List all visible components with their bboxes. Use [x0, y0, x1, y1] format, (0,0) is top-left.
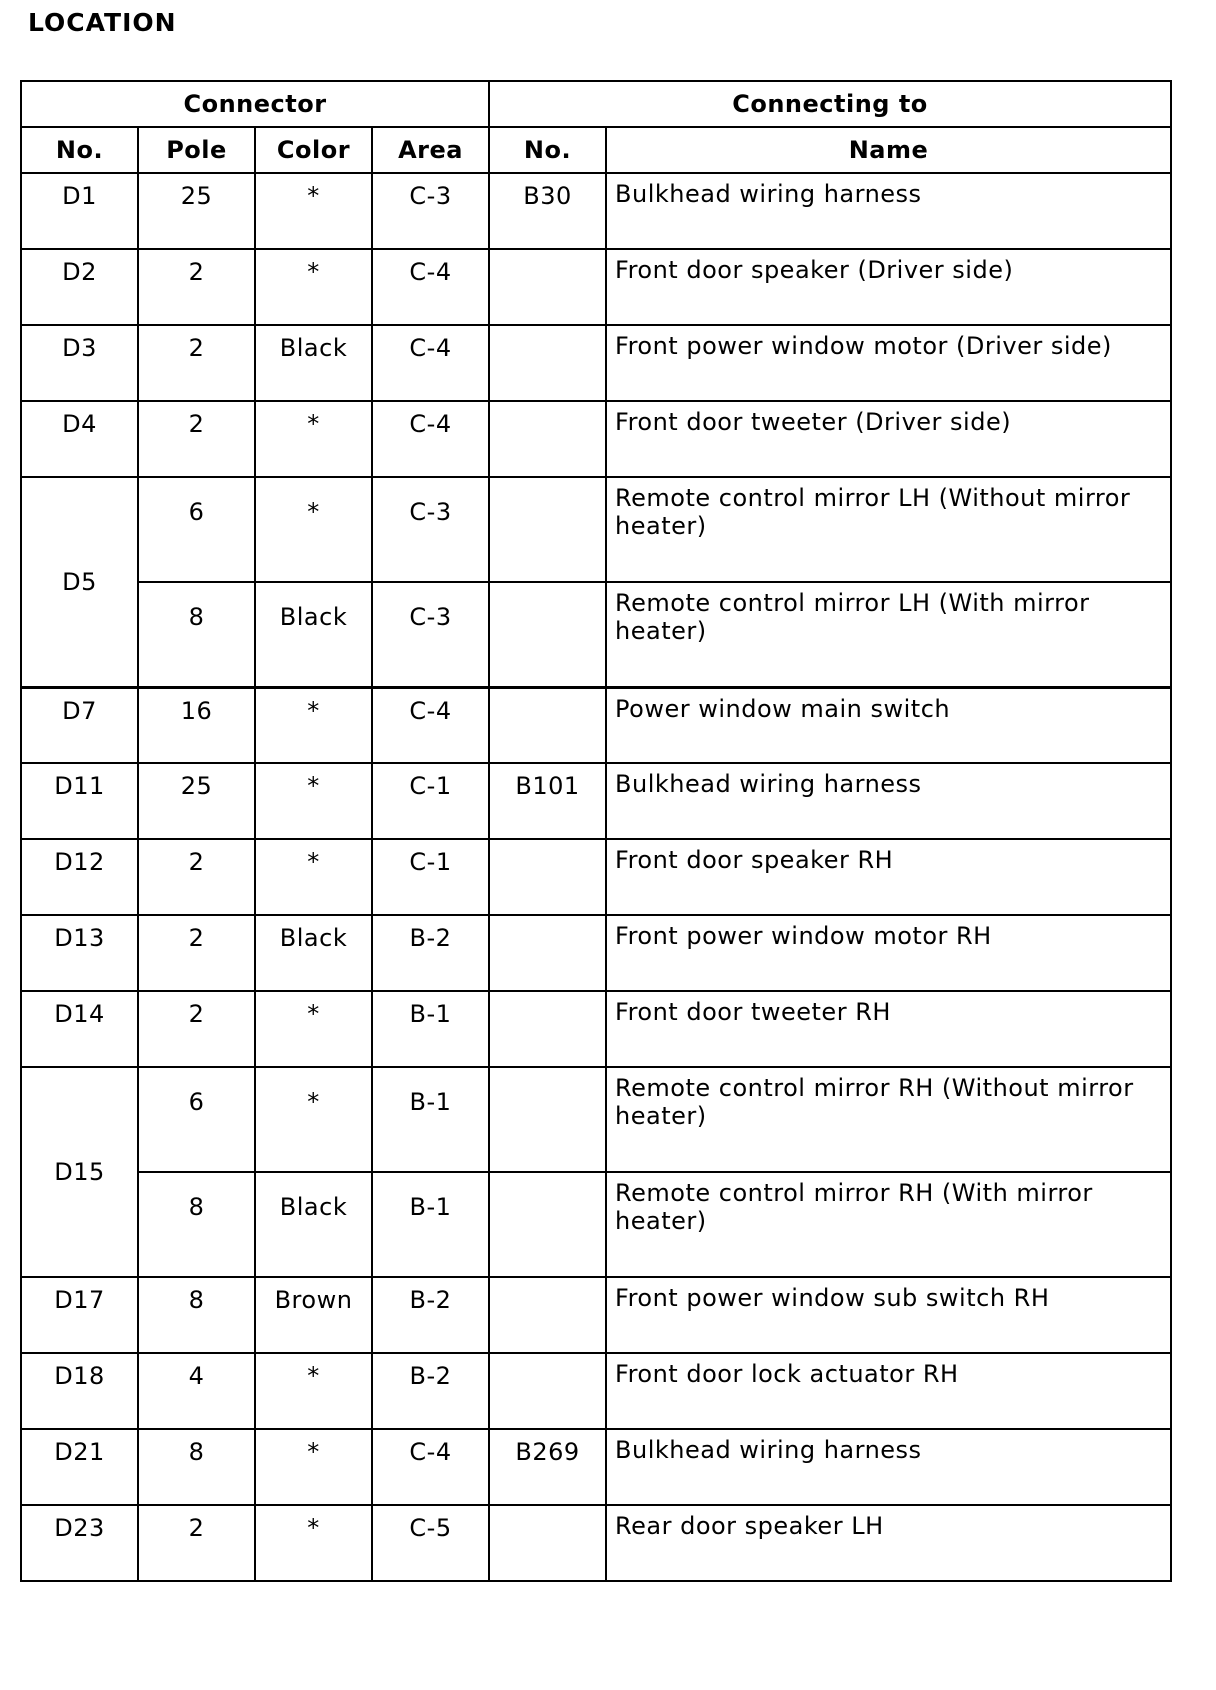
cell-area: C-4: [372, 249, 489, 325]
cell-connecting-no: B269: [489, 1429, 606, 1505]
cell-connecting-no: [489, 687, 606, 763]
cell-color: *: [255, 687, 372, 763]
cell-name: Remote control mirror LH (Without mirror heater): [606, 477, 1171, 582]
cell-name: Power window main switch: [606, 687, 1171, 763]
connecting-to-group-header: Connecting to: [489, 81, 1171, 127]
cell-area: C-4: [372, 325, 489, 401]
cell-area: B-1: [372, 1172, 489, 1277]
cell-pole: 2: [138, 839, 255, 915]
cell-name: Remote control mirror LH (With mirror heater): [606, 582, 1171, 687]
cell-color: *: [255, 991, 372, 1067]
cell-name: Front door lock actuator RH: [606, 1353, 1171, 1429]
cell-pole: 8: [138, 1172, 255, 1277]
cell-color: *: [255, 1429, 372, 1505]
table-row: [21, 991, 1171, 1067]
cell-pole: 2: [138, 325, 255, 401]
cell-connecting-no: B101: [489, 763, 606, 839]
cell-pole: 8: [138, 1277, 255, 1353]
cell-area: C-5: [372, 1505, 489, 1581]
cell-no: D23: [21, 1505, 138, 1581]
cell-color: Black: [255, 1172, 372, 1277]
cell-color: Black: [255, 582, 372, 687]
cell-color: Black: [255, 915, 372, 991]
cell-color: *: [255, 1353, 372, 1429]
cell-color: *: [255, 1067, 372, 1172]
cell-pole: 25: [138, 173, 255, 249]
cell-color: *: [255, 477, 372, 582]
cell-area: B-1: [372, 1067, 489, 1172]
table-row: [21, 915, 1171, 991]
cell-color: *: [255, 173, 372, 249]
cell-name: Front power window motor (Driver side): [606, 325, 1171, 401]
cell-area: C-1: [372, 763, 489, 839]
cell-pole: 2: [138, 1505, 255, 1581]
cell-pole: 16: [138, 687, 255, 763]
cell-area: B-1: [372, 991, 489, 1067]
cell-no: D13: [21, 915, 138, 991]
cell-connecting-no: B30: [489, 173, 606, 249]
cell-connecting-no: [489, 401, 606, 477]
cell-no: D1: [21, 173, 138, 249]
col-header-area: Area: [372, 127, 489, 173]
cell-pole: 8: [138, 582, 255, 687]
cell-area: C-3: [372, 477, 489, 582]
table-row: [21, 249, 1171, 325]
col-header-connecting-no: No.: [489, 127, 606, 173]
cell-color: *: [255, 401, 372, 477]
table-row: [21, 687, 1171, 763]
cell-pole: 2: [138, 991, 255, 1067]
cell-name: Front power window sub switch RH: [606, 1277, 1171, 1353]
cell-name: Bulkhead wiring harness: [606, 763, 1171, 839]
cell-color: Black: [255, 325, 372, 401]
cell-pole: 4: [138, 1353, 255, 1429]
cell-name: Remote control mirror RH (With mirror heater): [606, 1172, 1171, 1277]
cell-pole: 6: [138, 1067, 255, 1172]
cell-name: Rear door speaker LH: [606, 1505, 1171, 1581]
cell-name: Front door speaker RH: [606, 839, 1171, 915]
cell-name: Front power window motor RH: [606, 915, 1171, 991]
cell-area: C-3: [372, 582, 489, 687]
cell-connecting-no: [489, 477, 606, 582]
table-row: [21, 173, 1171, 249]
group-header-row: [21, 81, 1171, 127]
cell-no: D12: [21, 839, 138, 915]
cell-area: C-4: [372, 1429, 489, 1505]
table-row: [21, 839, 1171, 915]
cell-name: Bulkhead wiring harness: [606, 1429, 1171, 1505]
cell-connecting-no: [489, 1067, 606, 1172]
cell-no: D15: [21, 1067, 138, 1277]
cell-no: D18: [21, 1353, 138, 1429]
table-row: [21, 1277, 1171, 1353]
table-row: [21, 325, 1171, 401]
cell-area: C-4: [372, 687, 489, 763]
table-row: [21, 1353, 1171, 1429]
cell-area: B-2: [372, 1353, 489, 1429]
cell-area: B-2: [372, 915, 489, 991]
cell-connecting-no: [489, 839, 606, 915]
table-row: [21, 763, 1171, 839]
cell-no: D5: [21, 477, 138, 687]
cell-no: D21: [21, 1429, 138, 1505]
cell-color: *: [255, 249, 372, 325]
cell-connecting-no: [489, 991, 606, 1067]
table-row: [21, 1172, 1171, 1277]
cell-connecting-no: [489, 582, 606, 687]
connector-group-header: Connector: [21, 81, 489, 127]
col-header-name: Name: [606, 127, 1171, 173]
cell-color: *: [255, 1505, 372, 1581]
table-row: [21, 1429, 1171, 1505]
cell-no: D14: [21, 991, 138, 1067]
cell-area: B-2: [372, 1277, 489, 1353]
cell-name: Front door tweeter (Driver side): [606, 401, 1171, 477]
col-header-pole: Pole: [138, 127, 255, 173]
cell-pole: 6: [138, 477, 255, 582]
cell-no: D4: [21, 401, 138, 477]
cell-connecting-no: [489, 325, 606, 401]
table-row: [21, 401, 1171, 477]
cell-no: D17: [21, 1277, 138, 1353]
table-row: [21, 582, 1171, 687]
table-row: [21, 1505, 1171, 1581]
page-title: LOCATION: [28, 8, 177, 37]
cell-connecting-no: [489, 1353, 606, 1429]
cell-name: Remote control mirror RH (Without mirror heater): [606, 1067, 1171, 1172]
cell-pole: 2: [138, 249, 255, 325]
cell-connecting-no: [489, 1277, 606, 1353]
connector-table: [20, 80, 1172, 1582]
cell-connecting-no: [489, 915, 606, 991]
cell-area: C-3: [372, 173, 489, 249]
cell-no: D3: [21, 325, 138, 401]
cell-pole: 8: [138, 1429, 255, 1505]
column-header-row: [21, 127, 1171, 173]
cell-color: Brown: [255, 1277, 372, 1353]
table-row: [21, 1067, 1171, 1172]
cell-no: D2: [21, 249, 138, 325]
cell-connecting-no: [489, 249, 606, 325]
cell-connecting-no: [489, 1505, 606, 1581]
col-header-no: No.: [21, 127, 138, 173]
cell-color: *: [255, 763, 372, 839]
cell-area: C-4: [372, 401, 489, 477]
cell-pole: 2: [138, 401, 255, 477]
cell-no: D11: [21, 763, 138, 839]
cell-pole: 25: [138, 763, 255, 839]
cell-color: *: [255, 839, 372, 915]
cell-name: Bulkhead wiring harness: [606, 173, 1171, 249]
table-row: [21, 477, 1171, 582]
cell-name: Front door speaker (Driver side): [606, 249, 1171, 325]
cell-connecting-no: [489, 1172, 606, 1277]
cell-area: C-1: [372, 839, 489, 915]
cell-name: Front door tweeter RH: [606, 991, 1171, 1067]
col-header-color: Color: [255, 127, 372, 173]
cell-pole: 2: [138, 915, 255, 991]
cell-no: D7: [21, 687, 138, 763]
